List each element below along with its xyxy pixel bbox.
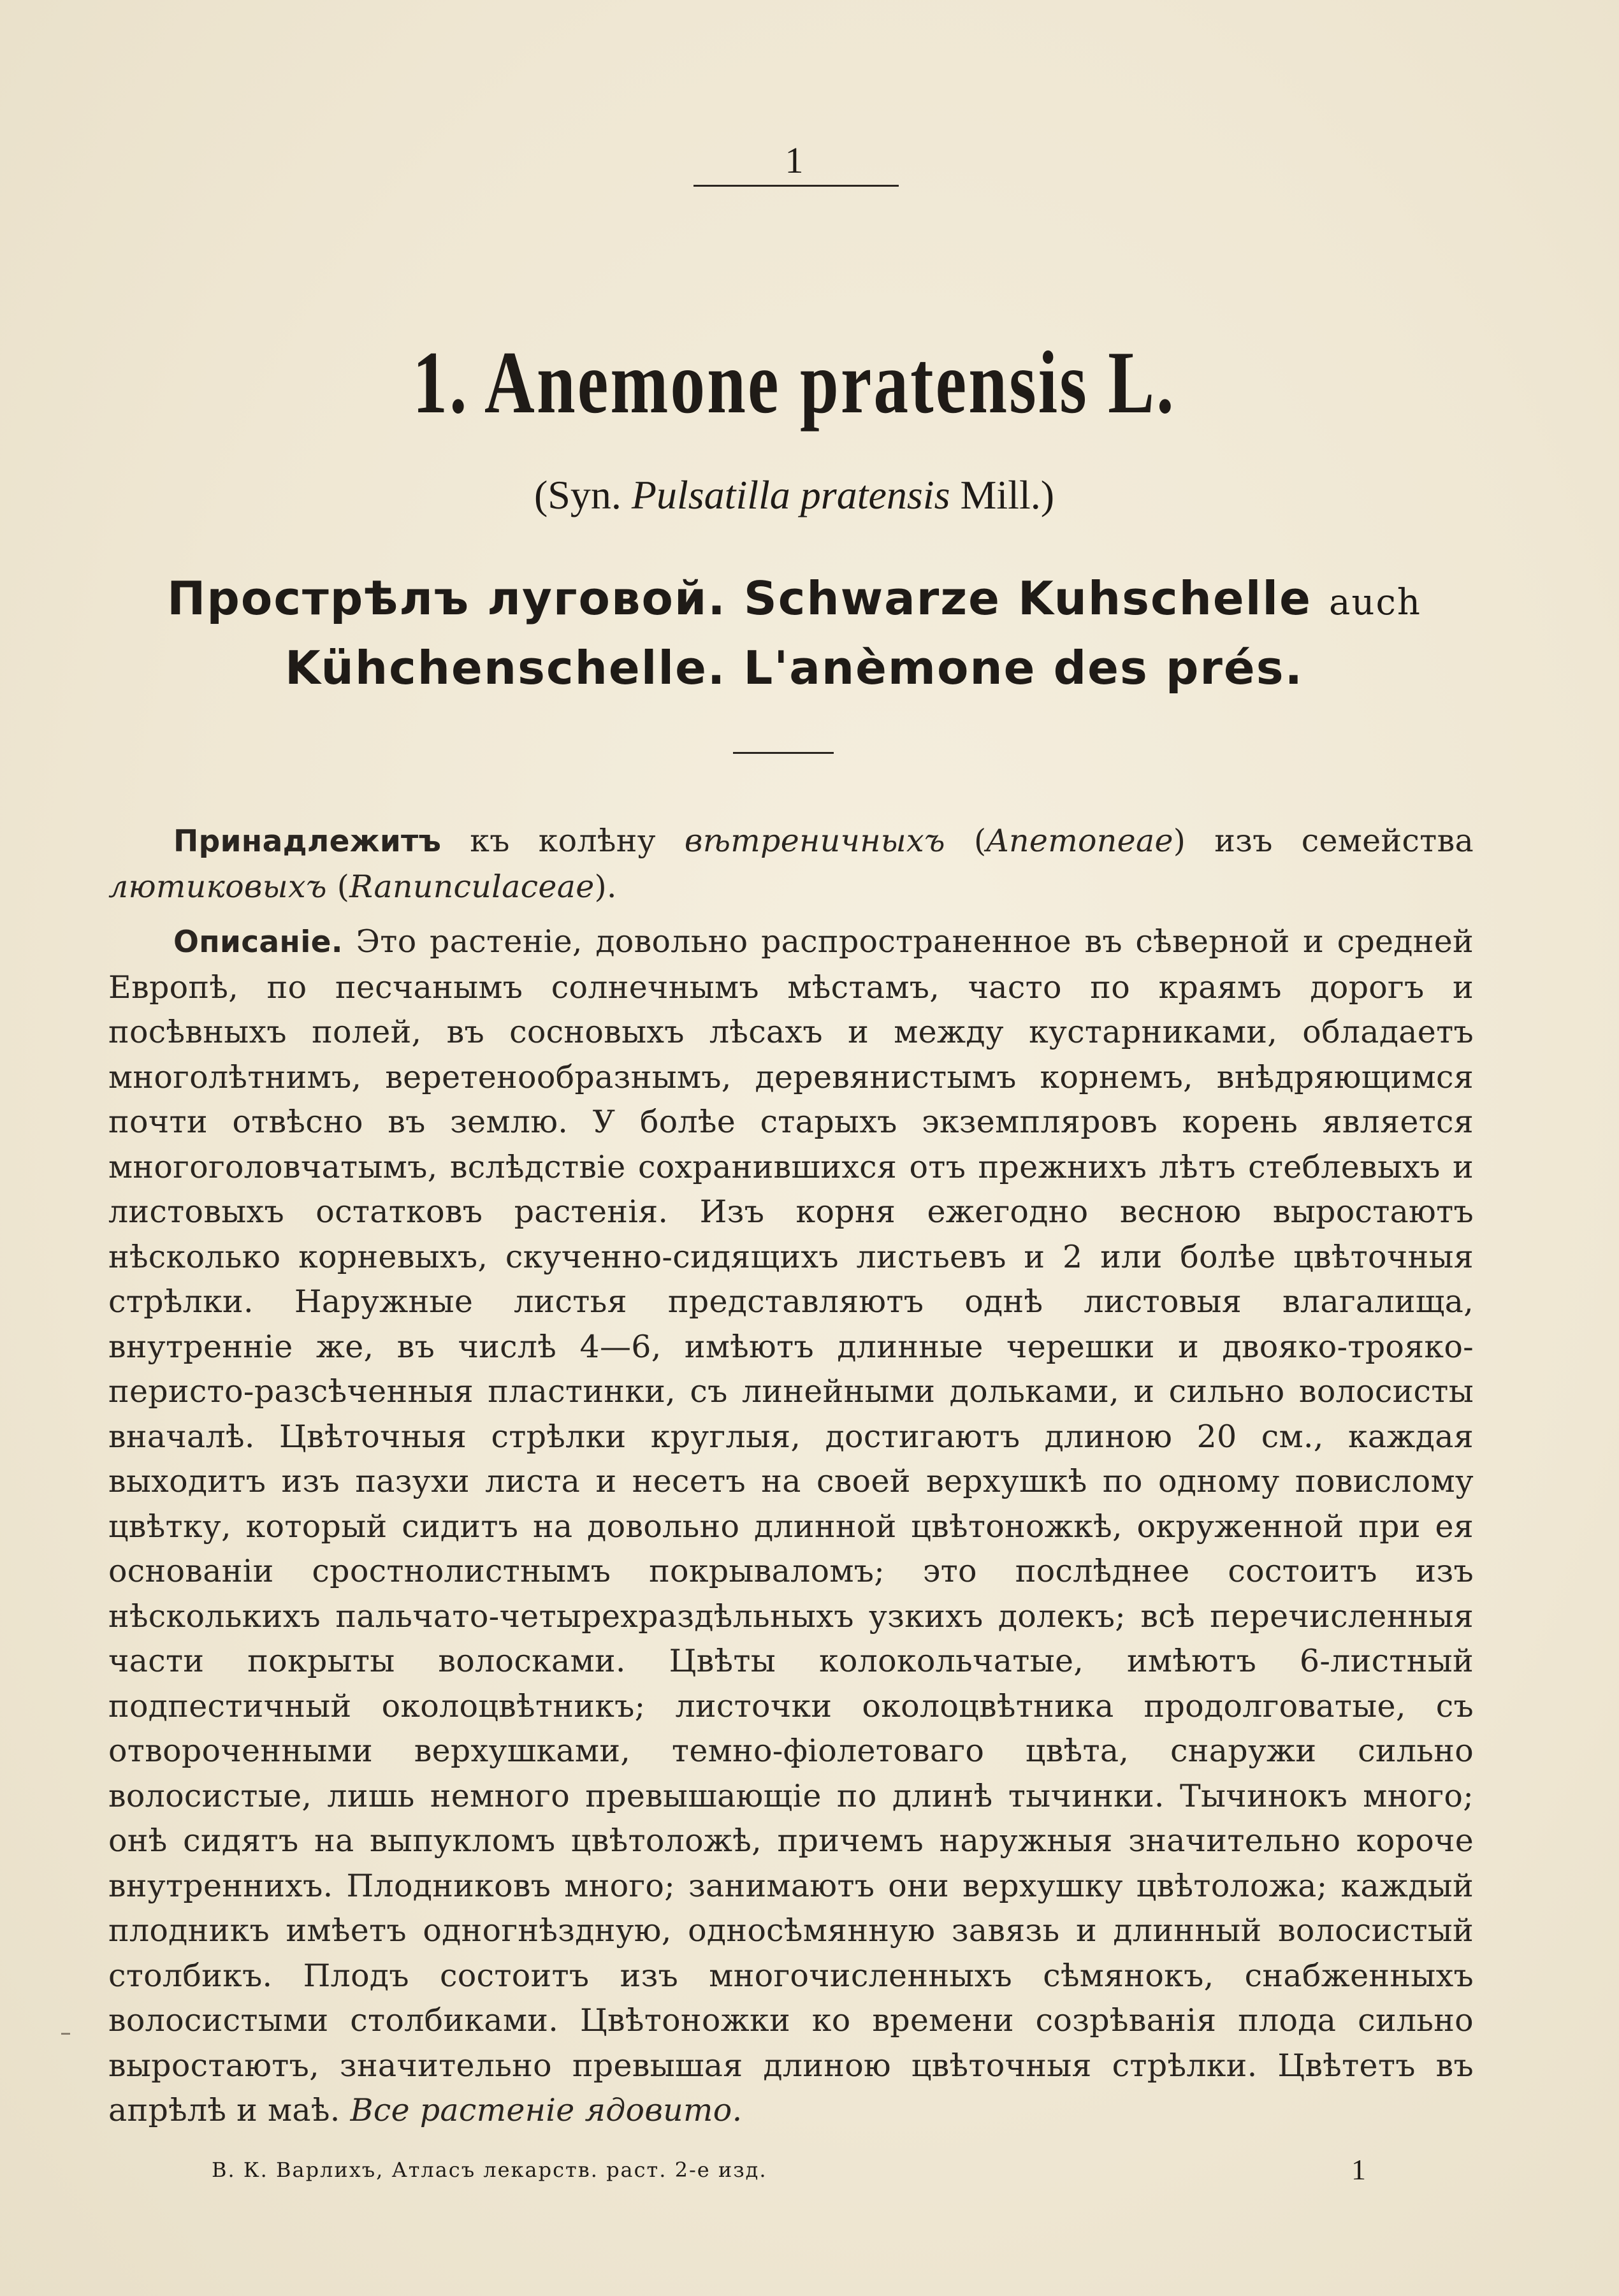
section-rule: [733, 752, 834, 754]
synonym-suffix: Mill.): [960, 472, 1055, 517]
classification-text-a: къ колѣну: [470, 823, 656, 859]
classification-italic-c: лютиковыхъ: [108, 868, 327, 905]
description-italic-end: Все растеніе ядовито.: [350, 2092, 743, 2128]
classification-text-b: ) изъ семейства: [1173, 823, 1474, 859]
sheet-number: 1: [1351, 2153, 1366, 2186]
description-lead: Описаніе.: [173, 925, 343, 960]
synonym-line: [0, 472, 1588, 519]
common-names-line-1-small: auch: [1329, 582, 1421, 623]
common-names-line-1: [0, 566, 1588, 635]
classification-paragraph: [108, 819, 1474, 909]
classification-text-c: ).: [594, 868, 617, 905]
common-names-line-1-main: Прострѣлъ луговой. Schwarze Kuhschelle: [167, 572, 1312, 625]
classification-paren-a: (: [973, 823, 987, 859]
species-title: 1. Anemone pratensis L.: [412, 333, 1176, 432]
margin-mark: [61, 2033, 70, 2035]
description-text: Это растеніе, довольно распространенное въ сѣверной и средней Европѣ, по песчанымъ солнечнымъ мѣстамъ, часто по краямъ дорогъ и посѣвныхъ полей, въ сосновыхъ лѣсахъ и между кустарниками, обладаетъ многолѣтнимъ, веретенообразнымъ, деревянистымъ корнемъ, внѣдряющимся почти отвѣсно въ землю. У болѣе старыхъ экземпляровъ корень является многоголовчатымъ, вслѣдствіе сохранившихся отъ прежнихъ лѣтъ стеблевыхъ и листовыхъ остатковъ растенія. Изъ корня ежегодно весною выростаютъ нѣсколько корневыхъ, скученно-сидящихъ листьевъ и 2 или болѣе цвѣточныя стрѣлки. Наружные листья представляютъ однѣ листовыя влагалища, внутренніе же, въ числѣ 4—6, имѣютъ длинные черешки и двояко-трояко-перисто-разсѣченныя пластинки, съ линейными дольками, и сильно волосисты вначалѣ. Цвѣточныя стрѣлки круглыя, достигаютъ длиною 20 см., каждая выходитъ изъ пазухи листа и несетъ на своей верхушкѣ по одному повислому цвѣтку, который сидитъ на довольно длинной цвѣтоножкѣ, окруженной при ея основаніи сростнолистнымъ покрываломъ; это послѣднее состоитъ изъ нѣсколькихъ пальчато-четырехраздѣльныхъ узкихъ долекъ; всѣ перечисленныя части покрыты волосками. Цвѣты колокольчатые, имѣютъ 6-листный подпестичный околоцвѣтникъ; листочки околоцвѣтника продолговатые, съ отвороченными верхушками, темно-фіолетоваго цвѣта, снаружи сильно волосистые, лишь немного превышающіе по длинѣ тычинки. Тычинокъ много; онѣ сидятъ на выпукломъ цвѣтоложѣ, причемъ наружныя значительно короче внутреннихъ. Плодниковъ много; занимаютъ они верхушку цвѣтоложа; каждый плодникъ имѣетъ одногнѣздную, односѣмянную завязь и длинный волосистый столбикъ. Плодъ состоитъ изъ многочисленныхъ сѣмянокъ, снабженныхъ волосистыми столбиками. Цвѣтоножки ко времени созрѣванія плода сильно выростаютъ, значительно превышая длиною цвѣточныя стрѣлки. Цвѣтетъ въ апрѣлѣ и маѣ.: [108, 923, 1474, 2128]
header-rule: [693, 185, 899, 187]
synonym-name: Pulsatilla pratensis: [631, 472, 950, 517]
classification-italic-d: Ranunculaceae: [349, 868, 595, 905]
footer-citation: В. К. Варлихъ, Атласъ лекарств. раст. 2-е изд.: [212, 2158, 767, 2182]
synonym-prefix: (Syn.: [534, 472, 621, 517]
classification-paren-b: (: [337, 868, 350, 905]
description-paragraph: [108, 920, 1474, 2134]
classification-italic-b: Anemoneae: [986, 823, 1173, 859]
common-names-line-2: Kühchenschelle. L'anèmone des prés.: [285, 641, 1303, 695]
classification-italic-a: вѣтреничныхъ: [684, 823, 945, 859]
common-names: [0, 566, 1588, 700]
page-number: 1: [785, 140, 804, 181]
body-text: [108, 819, 1474, 2144]
classification-lead: Принадлежитъ: [173, 824, 442, 859]
